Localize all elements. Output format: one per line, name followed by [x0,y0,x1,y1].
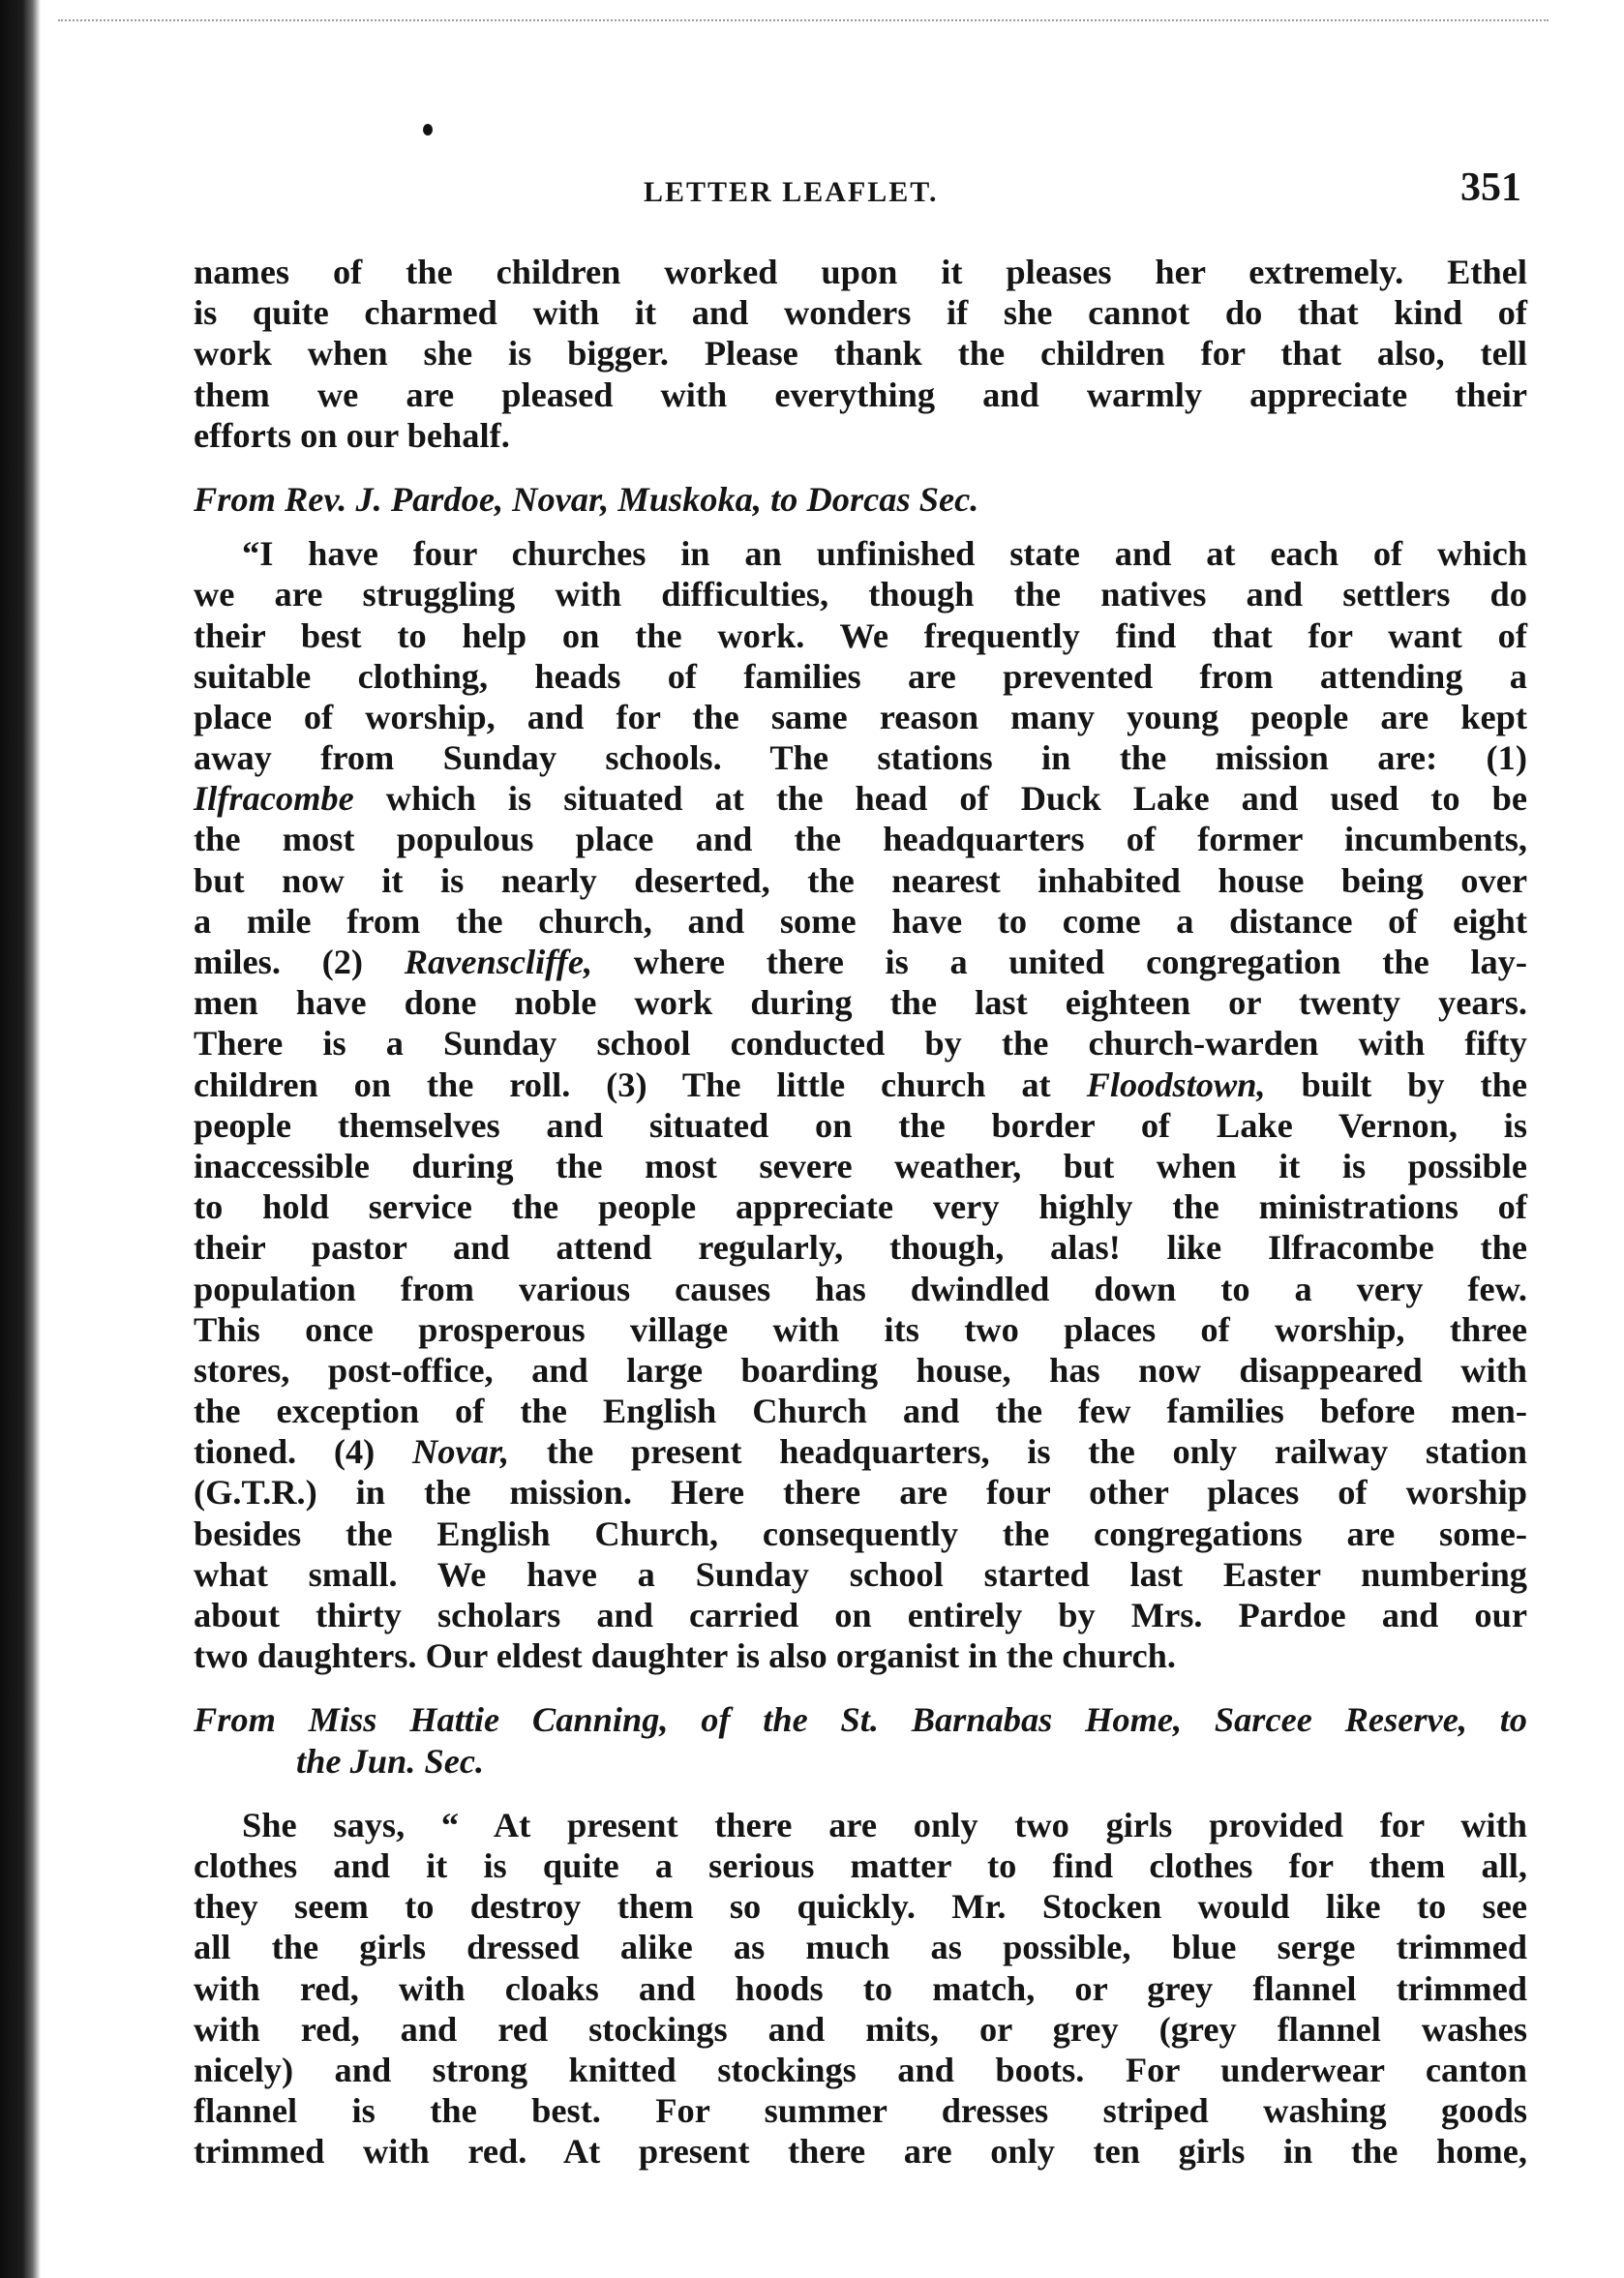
text-line: efforts on our behalf. [194,415,510,455]
text-line [194,1064,1527,1105]
text-line: population from various causes has dwindled down to a very few. [194,1269,1527,1308]
scan-top-rule [58,19,1549,21]
text-run: the present headquarters, is the only railway station [509,1432,1528,1472]
place-name-novar: Novar, [412,1432,510,1472]
page-header [194,165,1529,223]
text-line: their pastor and attend regularly, though, alas! like Ilfracombe the [194,1228,1527,1268]
text-line: is quite charmed with it and wonders if she cannot do that kind of [194,293,1527,333]
ink-mark [423,124,433,135]
text-line [194,1431,1527,1472]
page-number: 351 [1460,165,1521,210]
text-line [194,778,1527,819]
text-line: with red, with cloaks and hoods to match, or grey flannel trimmed [194,1968,1527,2008]
text-line: “I have four churches in an unfinished state and at each of which [242,534,1527,574]
text-line: but now it is nearly deserted, the nearest inhabited house being over [194,860,1527,900]
text-line: There is a Sunday school conducted by the church-warden with fifty [194,1024,1527,1064]
text-line: stores, post-office, and large boarding house, has now disappeared with [194,1350,1527,1390]
text-line: names of the children worked upon it pleases her extremely. Ethel [194,253,1527,291]
text-line: She says, “ At present there are only two girls provided for with [242,1805,1527,1844]
text-line: the most populous place and the headquarters of former incumbents, [194,820,1527,859]
text-line: to hold service the people appreciate very highly the ministrations of [194,1187,1527,1227]
text-line: inaccessible during the most severe weather, but when it is possible [194,1146,1527,1185]
letter-heading-canning-cont: the Jun. Sec. [296,1741,485,1781]
letter-heading-canning: From Miss Hattie Canning, of the St. Barnabas Home, Sarcee Reserve, to [194,1700,1527,1740]
page-binding-edge [0,0,41,2278]
text-line: clothes and it is quite a serious matter to find clothes for them all, [194,1845,1527,1885]
text-line: suitable clothing, heads of families are prevented from attending a [194,656,1527,696]
text-line: (G.T.R.) in the mission. Here there are four other places of worship [194,1473,1527,1513]
text-line: men have done noble work during the last eighteen or twenty years. [194,983,1527,1023]
text-line: two daughters. Our eldest daughter is also organist in the church. [194,1636,1176,1676]
text-line: all the girls dressed alike as much as possible, blue serge trimmed [194,1928,1527,1967]
place-name-floodstown: Floodstown, [1086,1064,1266,1104]
text-run: where there is a united congregation the lay- [592,943,1527,981]
text-run: miles. (2) [194,943,405,981]
text-line: them we are pleased with everything and warmly appreciate their [194,375,1527,414]
place-name-ilfracombe: Ilfracombe [194,779,354,819]
text-line: they seem to destroy them so quickly. Mr. Stocken would like to see [194,1887,1527,1927]
text-line: a mile from the church, and some have to come a distance of eight [194,901,1527,941]
text-line: This once prosperous village with its two places of worship, three [194,1309,1527,1349]
text-line: besides the English Church, consequently the congregations are some- [194,1514,1527,1553]
text-line: nicely) and strong knitted stockings and boots. For underwear canton [194,2050,1527,2089]
text-line: with red, and red stockings and mits, or grey (grey flannel washes [194,2009,1527,2049]
text-line [194,942,1527,982]
text-line: their best to help on the work. We frequently find that for want of [194,615,1527,655]
text-line: work when she is bigger. Please thank the children for that also, tell [194,334,1527,374]
text-line: what small. We have a Sunday school started last Easter numbering [194,1554,1527,1594]
text-run: which is situated at the head of Duck Lake and used to be [353,779,1527,819]
text-run: built by the [1265,1064,1527,1104]
place-name-ravenscliffe: Ravenscliffe, [404,943,593,981]
running-head: LETTER LEAFLET. [644,176,939,208]
text-line: we are struggling with difficulties, though the natives and settlers do [194,575,1527,614]
text-line: people themselves and situated on the border of Lake Vernon, is [194,1105,1527,1145]
letter-heading-pardoe: From Rev. J. Pardoe, Novar, Muskoka, to Dorcas Sec. [194,479,979,519]
text-run: children on the roll. (3) The little church at [194,1064,1087,1104]
page-body [194,252,1527,2172]
text-line: away from Sunday schools. The stations in the mission are: (1) [194,738,1527,778]
text-run: tioned. (4) [194,1432,412,1472]
text-line: the exception of the English Church and the few families before men- [194,1392,1527,1431]
text-line: about thirty scholars and carried on entirely by Mrs. Pardoe and our [194,1596,1527,1634]
text-line: place of worship, and for the same reason many young people are kept [194,697,1527,736]
text-line: trimmed with red. At present there are only ten girls in the home, [194,2132,1527,2172]
text-line: flannel is the best. For summer dresses striped washing goods [194,2091,1527,2131]
